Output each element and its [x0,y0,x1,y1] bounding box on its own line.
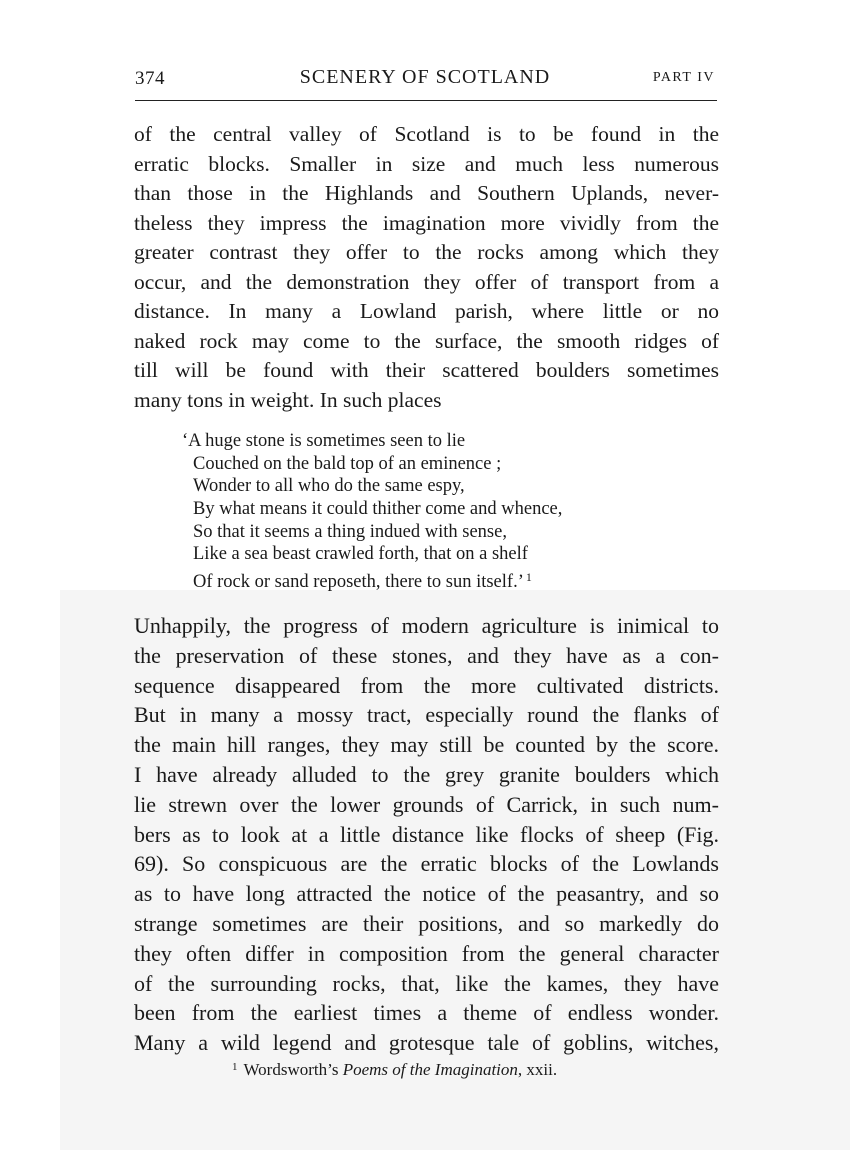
header-rule [135,100,717,101]
text-line: the preservation of these stones, and they have as a con- [134,642,719,668]
text-line: bers as to look at a little distance like flocks of sheep (Fig. [134,821,719,847]
text-line: naked rock may come to the surface, the smooth ridges of [134,328,719,353]
text-line: as to have long attracted the notice of the peasantry, and so [134,881,719,907]
text-line: greater contrast they offer to the rocks among which they [134,240,719,264]
page-number: 374 [135,68,165,89]
text-line: till will be found with their scattered boulders sometimes [134,358,719,382]
quoted-poem [182,430,682,593]
text-line: 69). So conspicuous are the erratic blocks of the Lowlands [134,851,719,877]
text-line: sequence disappeared from the more cultivated districts. [134,672,719,698]
poem-line: Wonder to all who do the same espy, [193,476,465,497]
poem-line: So that it seems a thing indued with sense, [193,521,507,542]
poem-line: By what means it could thither come and whence, [193,499,563,520]
text-line: distance. In many a Lowland parish, where little or no [134,299,719,323]
text-line: lie strewn over the lower grounds of Carrick, in such num- [134,791,719,817]
running-header [135,64,715,94]
footnote [232,1060,652,1080]
paragraph-2 [134,611,719,1058]
footnote-marker: 1 [525,570,532,585]
text-line: But in many a mossy tract, especially round the flanks of [134,702,719,728]
part-label: PART IV [652,70,715,85]
text-line: Many a wild legend and grotesque tale of goblins, witches, [134,1030,719,1056]
poem-line: ‘A huge stone is sometimes seen to lie [182,431,466,451]
poem-line: Couched on the bald top of an eminence ; [193,453,502,474]
paragraph-1 [134,120,719,415]
text-line: strange sometimes are their positions, and so markedly do [134,910,719,936]
poem-line-last [182,566,682,593]
poem-line: Like a sea beast crawled forth, that on a shelf [193,544,528,565]
poem-line-text: Of rock or sand reposeth, there to sun itself.’ [193,572,524,593]
footnote-author: Wordsworth’s [243,1060,339,1079]
text-line: many tons in weight. In such places [134,387,442,412]
text-line: erratic blocks. Smaller in size and much less numerous [134,151,719,176]
text-line: Unhappily, the progress of modern agriculture is inimical to [134,613,719,638]
footnote-reference: , xxii. [517,1060,558,1079]
text-line: I have already alluded to the grey granite boulders which [134,761,719,787]
footnote-number: 1 [232,1061,238,1073]
running-title: SCENERY OF SCOTLAND [299,66,551,88]
text-line: theless they impress the imagination more vividly from the [134,210,719,235]
footnote-work-title: Poems of the Imagination [342,1060,518,1079]
text-line: than those in the Highlands and Southern Uplands, never- [134,181,719,205]
text-line: of the surrounding rocks, that, like the kames, they have [134,970,719,996]
text-line: the main hill ranges, they may still be counted by the score. [134,732,719,758]
text-line: they often differ in composition from the general character [134,940,719,966]
text-line: been from the earliest times a theme of endless wonder. [134,1000,719,1026]
text-line: of the central valley of Scotland is to be found in the [134,122,719,146]
text-line: occur, and the demonstration they offer of transport from a [134,269,719,294]
